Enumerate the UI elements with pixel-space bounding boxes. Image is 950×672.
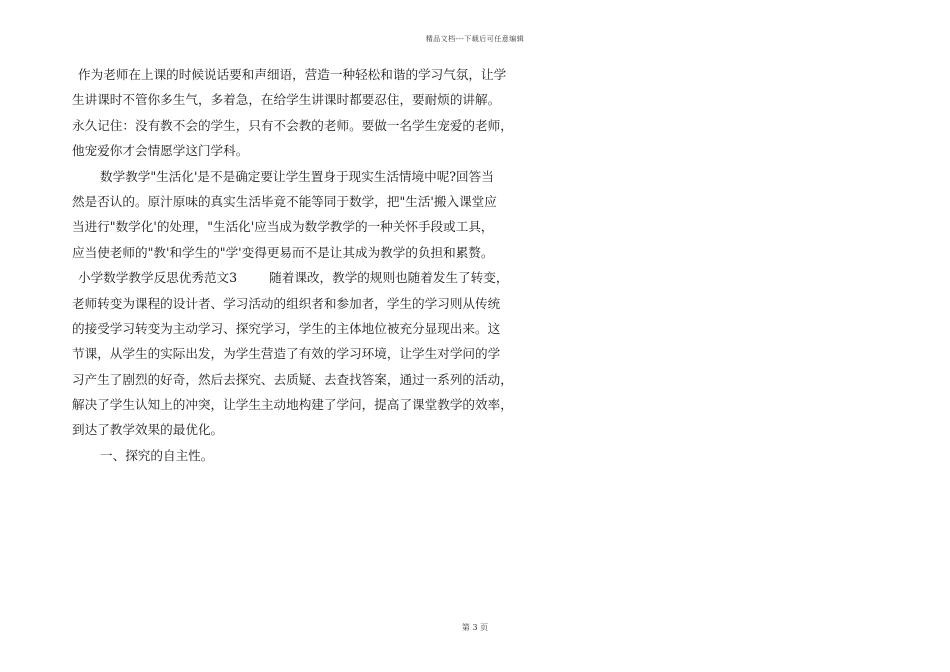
paragraph-line: 习产生了剧烈的好奇，然后去探究、去质疑、去查找答案，通过一系列的活动， xyxy=(72,371,513,387)
paragraph-line: 他宠爱你才会情愿学这门学科。 xyxy=(72,143,249,159)
paragraph-line: 永久记住：没有教不会的学生，只有不会教的老师。要做一名学生宠爱的老师， xyxy=(72,117,513,133)
section-heading: 一、探究的自主性。 xyxy=(100,447,214,463)
paragraph-line: 的接受学习转变为主动学习、探究学习，学生的主体地位被充分显现出来。这 xyxy=(72,320,501,336)
paragraph-line: 到达了教学效果的最优化。 xyxy=(72,422,224,438)
paragraph-line: 应当使老师的"教'和学生的"学'变得更易而不是让其成为教学的负担和累赘。 xyxy=(72,244,494,260)
body-text xyxy=(72,62,513,468)
paragraph-line: 解决了学生认知上的冲突，让学生主动地构建了学问，提高了课堂教学的效率， xyxy=(72,397,513,413)
paragraph-line: 老师转变为课程的设计者、学习活动的组织者和参加者，学生的学习则从传统 xyxy=(72,295,501,311)
paragraph-line: 生讲课时不管你多生气，多着急，在给学生讲课时都要忍住，要耐烦的讲解。 xyxy=(72,92,501,108)
page-number: 第 3 页 xyxy=(461,623,489,632)
paragraph-text: 随着课改，教学的规则也随着发生了转变， xyxy=(269,270,509,286)
paragraph-line: 作为老师在上课的时候说话要和声细语，营造一种轻松和谐的学习气氛，让学 xyxy=(78,67,507,82)
paragraph-line: 当进行"数学化'的处理，"生活化'应当成为数学教学的一种关怀手段或工具， xyxy=(72,219,494,235)
paragraph-line: 节课，从学生的实际出发，为学生营造了有效的学习环境，让学生对学问的学 xyxy=(72,346,501,362)
page-header: 精品文档---下载后可任意编辑 xyxy=(425,35,525,43)
section-title: 小学数学教学反思优秀范文3 xyxy=(78,270,238,286)
paragraph-line: 数学教学"生活化'是不是确定要让学生置身于现实生活情境中呢?回答当 xyxy=(100,168,494,184)
paragraph-line: 然是否认的。原汁原味的真实生活毕竟不能等同于数学，把"生活'搬入课堂应 xyxy=(72,193,497,209)
paragraph-line xyxy=(72,265,509,290)
